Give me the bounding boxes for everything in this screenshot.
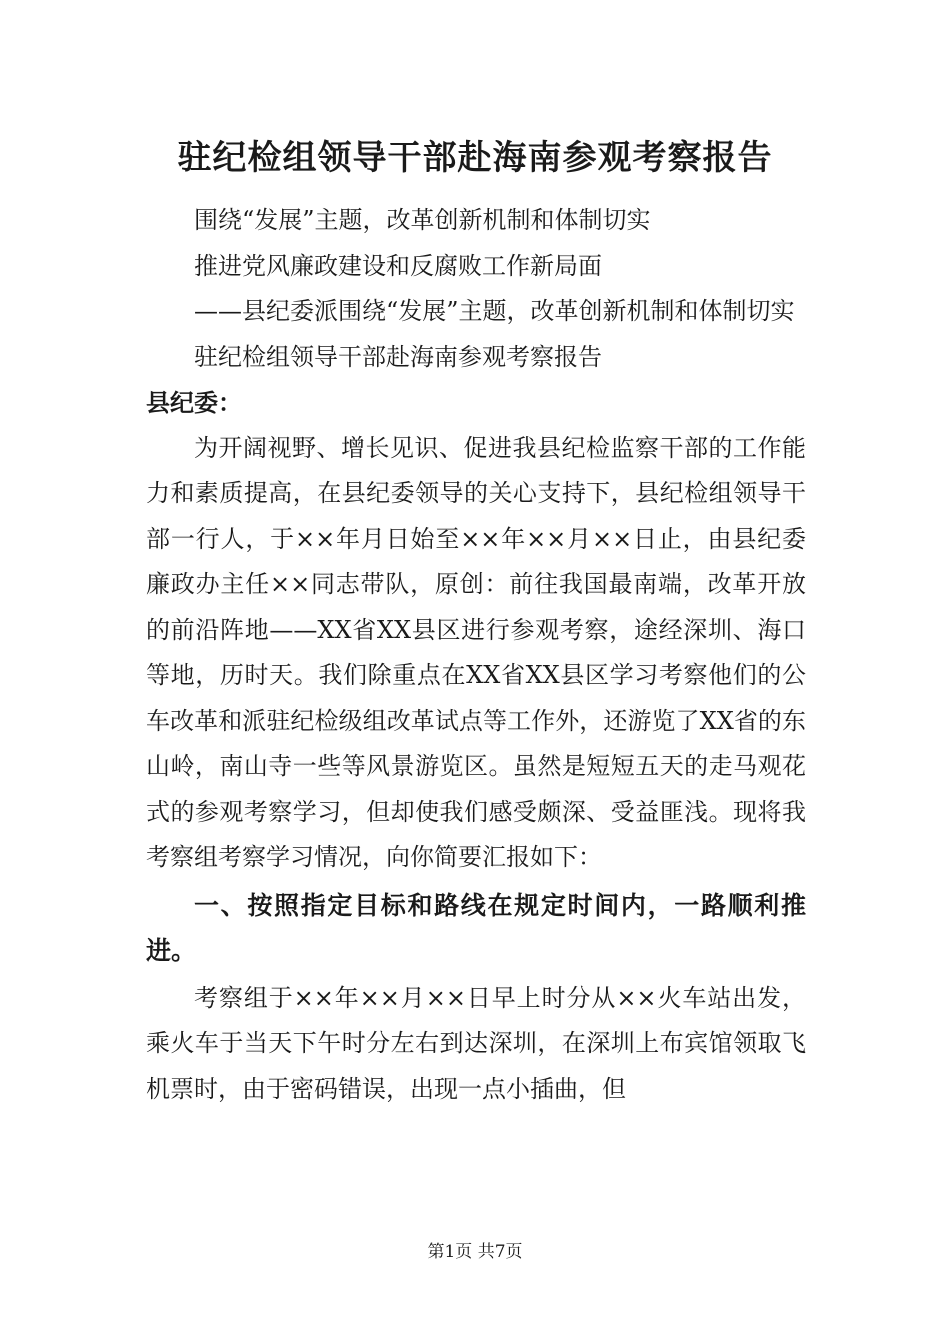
subtitle-line-4: 驻纪检组领导干部赴海南参观考察报告	[194, 342, 602, 371]
page-number-footer: 第1页 共7页	[427, 1242, 523, 1262]
section-heading-1: 一、按照指定目标和路线在规定时间内，一路顺利推进。	[146, 890, 806, 965]
subtitle-line-1: 围绕“发展”主题，改革创新机制和体制切实	[194, 206, 651, 234]
subtitle-line-3: ——县纪委派围绕“发展”主题，改革创新机制和体制切实	[194, 297, 795, 325]
body-paragraph: 考察组于××年××月××日早上时分从××火车站出发，乘火车于当天下午时分左右到达深圳，在深圳上布宾馆领取飞机票时，由于密码错误，出现一点小插曲，但	[146, 983, 806, 1103]
subtitle-line-2: 推进党风廉政建设和反腐败工作新局面	[194, 251, 602, 280]
document-title: 驻纪检组领导干部赴海南参观考察报告	[177, 138, 773, 178]
salutation: 县纪委：	[146, 388, 242, 417]
body-paragraph: 为开阔视野、增长见识、促进我县纪检监察干部的工作能力和素质提高，在县纪委领导的关心支持下，县纪检组领导干部一行人，于××年月日始至××年××月××日止，由县纪委廉政办主任××同志带队，原创：前往我国最南端，改革开放的前沿阵地——XX省XX县区进行参观考察，途经深圳、海口等地，历时天。我们除重点在XX省XX县区学习考察他们的公车改革和派驻纪检级组改革试点等工作外，还游览了XX省的东山岭，南山寺一些等风景游览区。虽然是短短五天的走马观花式的参观考察学习，但却使我们感受颇深、受益匪浅。现将我考察组考察学习情况，向你简要汇报如下：	[146, 433, 806, 871]
document-body	[146, 198, 806, 1112]
